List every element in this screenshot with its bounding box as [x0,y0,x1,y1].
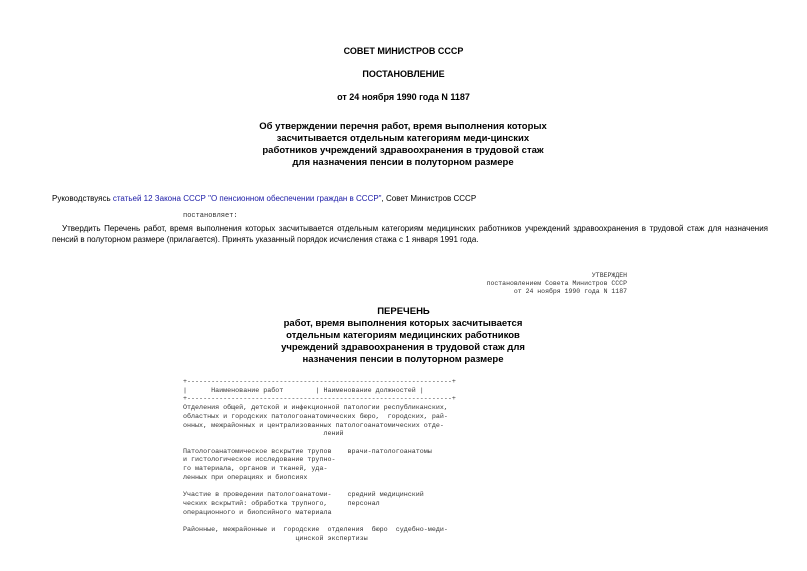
intro-suffix: , Совет Министров СССР [381,194,477,203]
list-subtitle: работ, время выполнения которых засчитывается отдельным категориям медицинских работников учреждений здравоохранения в трудовой стаж для назначения пенсии в полуторном размере [281,318,525,365]
body-paragraph: Утвердить Перечень работ, время выполнения которых засчитывается отдельным категориям медицинских работников учреждений здравоохранения в трудовой стаж для назначения пенсий в полуторном размере (прилагается). Принять указанный порядок исчисления стажа с 1 января 1991 года. [52,224,768,244]
resolution-heading: ПОСТАНОВЛЕНИЕ [362,69,445,79]
decreed-label: постановляет: [183,212,238,220]
approved-stamp: УТВЕРЖДЕН постановлением Совета Министров СССР от 24 ноября 1990 года N 1187 [486,272,627,295]
resolution-date: от 24 ноября 1990 года N 1187 [337,92,470,102]
resolution-subject: Об утверждении перечня работ, время выполнения которых засчитывается отдельным категориям меди-цинских работников учреждений здравоохранения в трудовой стаж для назначения пенсии в полуторном размере [259,121,547,168]
works-table: +------------------------------------------------------------------+ | Наименование работ | Наименование должностей | +------------------------------------------------------------------+ Отделения общей, детской и инфекционной патологии республиканских, областных и городских патологоанатомических бюро, городских, рай- онных, межрайонных и централизованных патологоанатомических отде- лений Патологоанатомическое вскрытие трупов врачи-патологоанатомы и гистологическое исследование трупно- го материала, органов и тканей, уда- ленных при операциях и биопсиях Участие в проведении патологоанатоми- средний медицинский ческих вскрытий: обработка трупного, персонал операционного и биопсийного материала Районные, межрайонные и городские отделения бюро судебно-меди- цинской экспертизы [183,378,456,543]
intro-prefix: Руководствуясь [52,194,113,203]
intro-paragraph [52,194,476,203]
list-title: ПЕРЕЧЕНЬ [377,306,430,317]
council-heading: СОВЕТ МИНИСТРОВ СССР [343,46,464,56]
law-article-link[interactable]: статьей 12 Закона СССР "О пенсионном обеспечении граждан в СССР" [112,194,382,203]
